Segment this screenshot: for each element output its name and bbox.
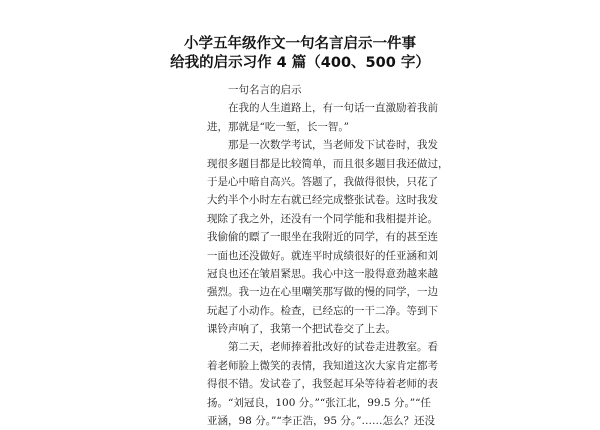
document-title-line-1: 小学五年级作文一句名言启示一件事 [184, 36, 416, 52]
paragraph-line: 强烈。我一边在心里嘲笑那写做的慢的同学，一边 [207, 286, 438, 299]
paragraph-line: 玩起了小动作。检查，已经忘的一干二净。等到下 [207, 304, 438, 317]
paragraph-line: 第二天，老师捧着批改好的试卷走进教室。看 [228, 341, 438, 354]
paragraph-line: 得很不错。发试卷了，我竖起耳朵等待着老师的表 [207, 378, 438, 391]
paragraph-line: 冠良也还在皱眉紧思。我心中这一股得意劲越来越 [207, 267, 438, 280]
paragraph-line: 着老师脸上微笑的表情，我知道这次大家肯定都考 [207, 359, 438, 372]
paragraph-line: 在我的人生道路上，有一句话一直激励着我前 [228, 102, 438, 115]
essay-heading: 一句名言的启示 [228, 84, 302, 96]
paragraph-line: 现除了我之外，还没有一个同学能和我相提并论。 [207, 212, 438, 225]
paragraph-line: 那是一次数学考试，当老师发下试卷时，我发 [228, 139, 438, 152]
paragraph-line: 亚涵，98 分。”“李正浩，95 分。”……怎么？还没 [207, 415, 435, 428]
paragraph-line: 课铃声响了，我第一个把试卷交了上去。 [207, 323, 396, 336]
paragraph-line: 大约半个小时左右就已经完成整张试卷。这时我发 [207, 194, 438, 207]
paragraph-line: 现很多题目都是比较简单，而且很多题目我还做过， [207, 157, 449, 170]
paragraph-line: 我偷偷的瞟了一眼坐在我附近的同学，有的甚至连 [207, 231, 438, 244]
essay-body [207, 81, 449, 430]
paragraph-line: 进，那就是“吃一堑，长一智。” [207, 120, 349, 133]
document-title-line-2: 给我的启示习作 4 篇（400、500 字） [170, 55, 430, 71]
paragraph-line: 于是心中暗自高兴。答题了，我做得很快，只花了 [207, 175, 438, 188]
paragraph-line: 扬。“刘冠良，100 分。”“张江北，99.5 分。”“任 [207, 396, 431, 409]
paragraph-line: 一面也还没做好。就连平时成绩很好的任亚涵和刘 [207, 249, 438, 262]
